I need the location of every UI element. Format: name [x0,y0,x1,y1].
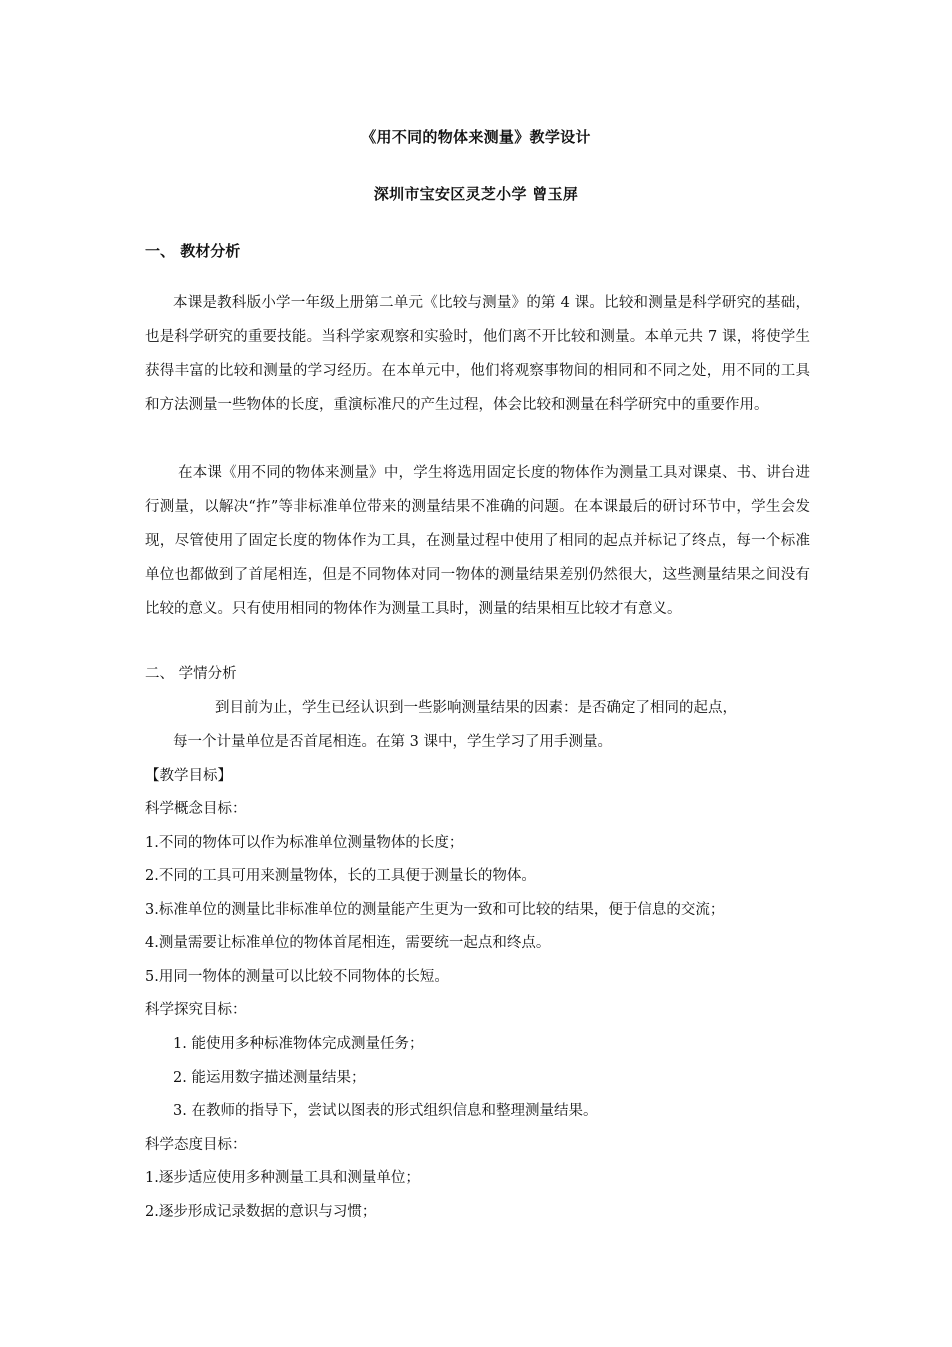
goals-heading: 【教学目标】 [145,768,232,784]
section-heading-students: 二、 学情分析 [145,666,237,682]
concept-goal-item: 3.标准单位的测量比非标准单位的测量能产生更为一致和可比较的结果，便于信息的交流； [145,902,725,918]
paragraph-materials-1: 本课是教科版小学一年级上册第二单元《比较与测量》的第 4 课。比较和测量是科学研究的基础，也是科学研究的重要技能。当科学家观察和实验时，他们离不开比较和测量。本单元共 7 课，将使学生获得丰富的比较和测量的学习经历。在本单元中，他们将观察事物间的相同和不同之处，用不同的工具和方法测量一些物体的长度，重演标准尺的产生过程，体会比较和测量在科学研究中的重要作用。 [145,295,810,413]
concept-goal-item: 5.用同一物体的测量可以比较不同物体的长短。 [145,969,449,985]
students-text-line-1: 到目前为止，学生已经认识到一些影响测量结果的因素：是否确定了相同的起点， [215,700,737,716]
inquiry-goal-item: 3. 在教师的指导下，尝试以图表的形式组织信息和整理测量结果。 [173,1103,598,1119]
document-title: 《用不同的物体来测量》教学设计 [361,128,591,146]
students-text-line-2: 每一个计量单位是否首尾相连。在第 3 课中，学生学习了用手测量。 [173,734,612,750]
section-heading-materials: 一、 教材分析 [145,242,241,260]
attitude-goal-item: 1.逐步适应使用多种测量工具和测量单位； [145,1170,420,1186]
attitude-goal-item: 2.逐步形成记录数据的意识与习惯； [145,1204,377,1220]
inquiry-goals-heading: 科学探究目标： [145,1002,247,1018]
concept-goals-heading: 科学概念目标： [145,801,247,817]
concept-goal-item: 1.不同的物体可以作为标准单位测量物体的长度； [145,835,464,851]
concept-goal-item: 2.不同的工具可用来测量物体，长的工具便于测量长的物体。 [145,868,536,884]
inquiry-goal-item: 2. 能运用数字描述测量结果； [173,1070,366,1086]
paragraph-materials-2: 在本课《用不同的物体来测量》中，学生将选用固定长度的物体作为测量工具对课桌、书、讲台进行测量，以解决“拃”等非标准单位带来的测量结果不准确的问题。在本课最后的研讨环节中，学生会发现，尽管使用了固定长度的物体作为工具，在测量过程中使用了相同的起点并标记了终点，每一个标准单位也都做到了首尾相连，但是不同物体对同一物体的测量结果差别仍然很大，这些测量结果之间没有比较的意义。只有使用相同的物体作为测量工具时，测量的结果相互比较才有意义。 [145,465,810,617]
attitude-goals-heading: 科学态度目标： [145,1137,247,1153]
inquiry-goal-item: 1. 能使用多种标准物体完成测量任务； [173,1036,424,1052]
document-author: 深圳市宝安区灵芝小学 曾玉屏 [373,185,579,203]
concept-goal-item: 4.测量需要让标准单位的物体首尾相连，需要统一起点和终点。 [145,935,551,951]
